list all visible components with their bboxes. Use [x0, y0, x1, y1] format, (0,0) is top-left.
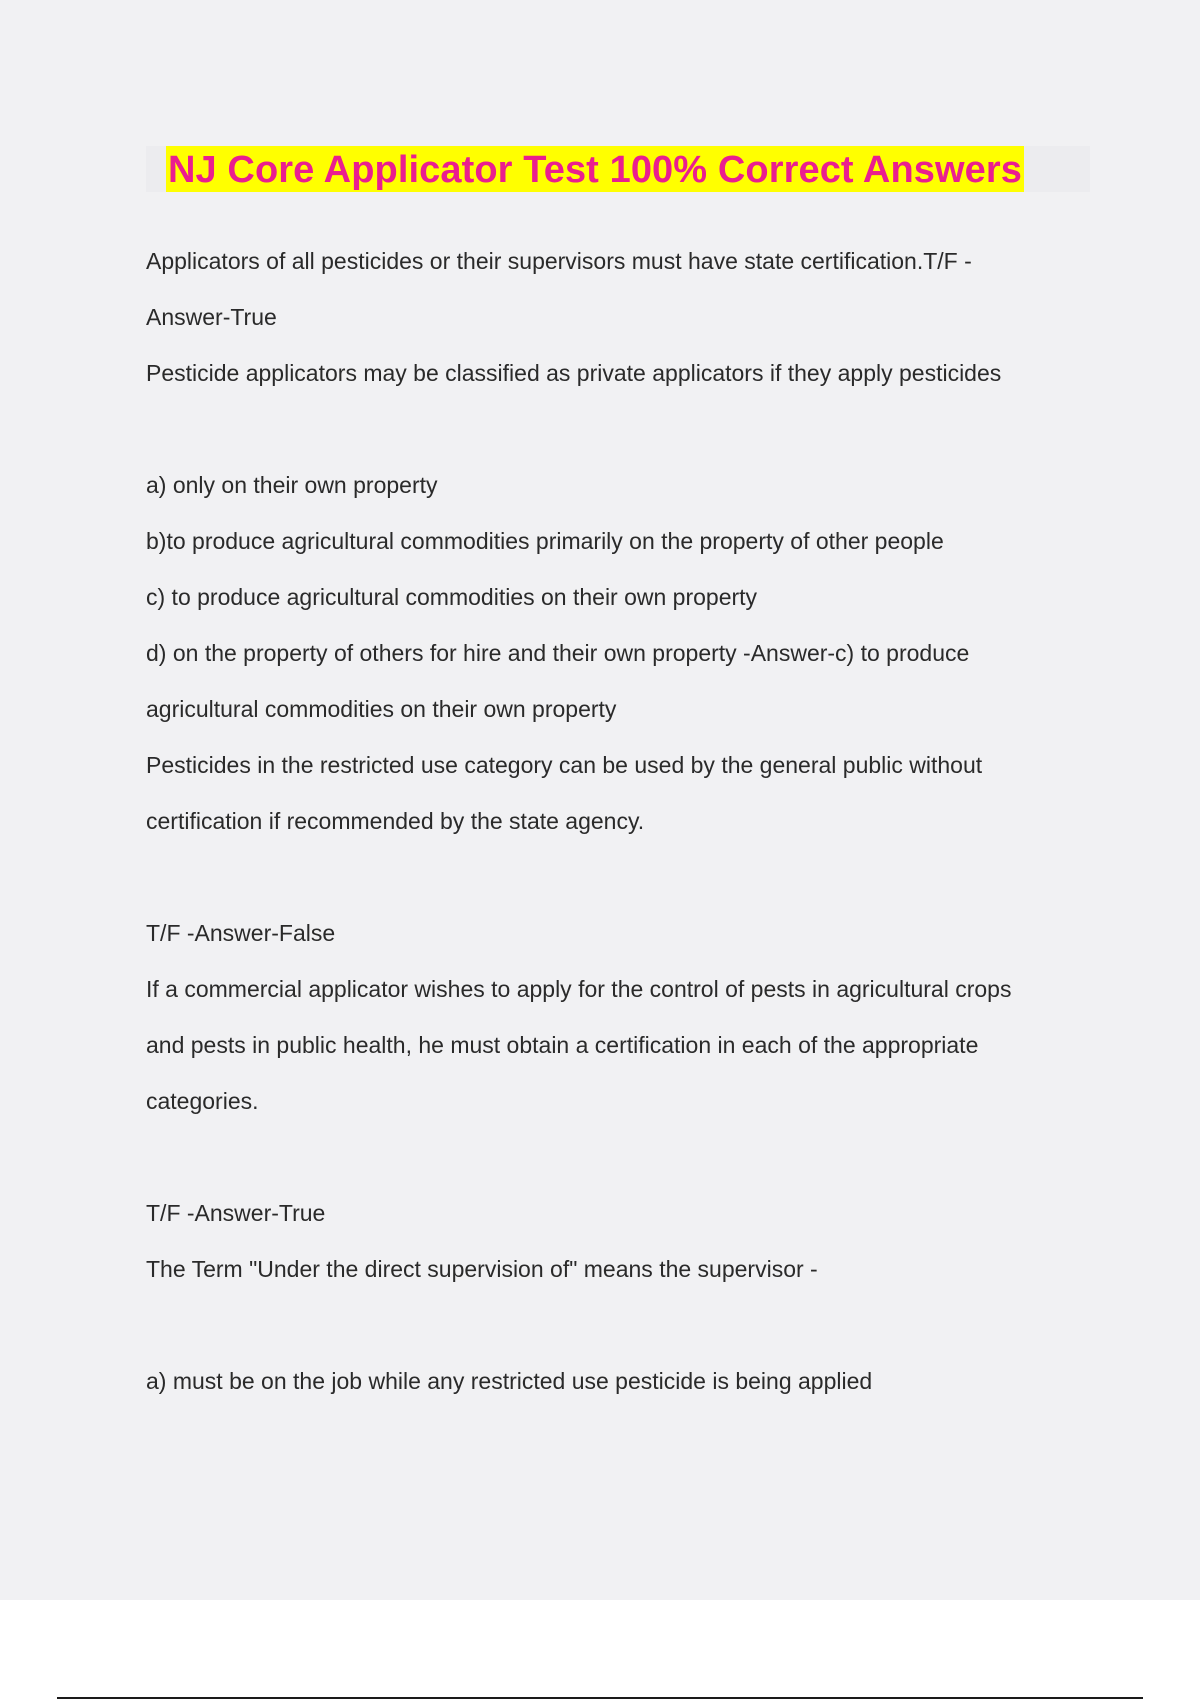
document-body: [146, 233, 1096, 1409]
text-line: Applicators of all pesticides or their supervisors must have state certification.T/F -: [146, 248, 972, 274]
text-line: The Term "Under the direct supervision of" means the supervisor -: [146, 1256, 818, 1282]
blank-line: [146, 1129, 1096, 1185]
text-line: c) to produce agricultural commodities on their own property: [146, 584, 758, 610]
text-line: b)to produce agricultural commodities primarily on the property of other people: [146, 528, 944, 554]
text-line: d) on the property of others for hire and their own property -Answer-c) to produce: [146, 640, 970, 666]
text-line: Pesticides in the restricted use category can be used by the general public without: [146, 752, 983, 778]
text-line: agricultural commodities on their own property: [146, 696, 617, 722]
text-line: a) only on their own property: [146, 472, 438, 498]
text-line: T/F -Answer-False: [146, 920, 336, 946]
text-line: and pests in public health, he must obtain a certification in each of the appropriate: [146, 1032, 979, 1058]
text-line: categories.: [146, 1088, 259, 1114]
footer-rule: [57, 1697, 1143, 1699]
text-line: certification if recommended by the state agency.: [146, 808, 645, 834]
document-title: NJ Core Applicator Test 100% Correct Answers: [166, 146, 1024, 192]
blank-line: [146, 1297, 1096, 1353]
text-line: Answer-True: [146, 304, 277, 330]
text-line: If a commercial applicator wishes to apply for the control of pests in agricultural crops: [146, 976, 1012, 1002]
blank-line: [146, 849, 1096, 905]
text-line: Pesticide applicators may be classified as private applicators if they apply pesticides: [146, 360, 1002, 386]
text-line: a) must be on the job while any restricted use pesticide is being applied: [146, 1368, 873, 1394]
blank-line: [146, 401, 1096, 457]
text-line: T/F -Answer-True: [146, 1200, 326, 1226]
